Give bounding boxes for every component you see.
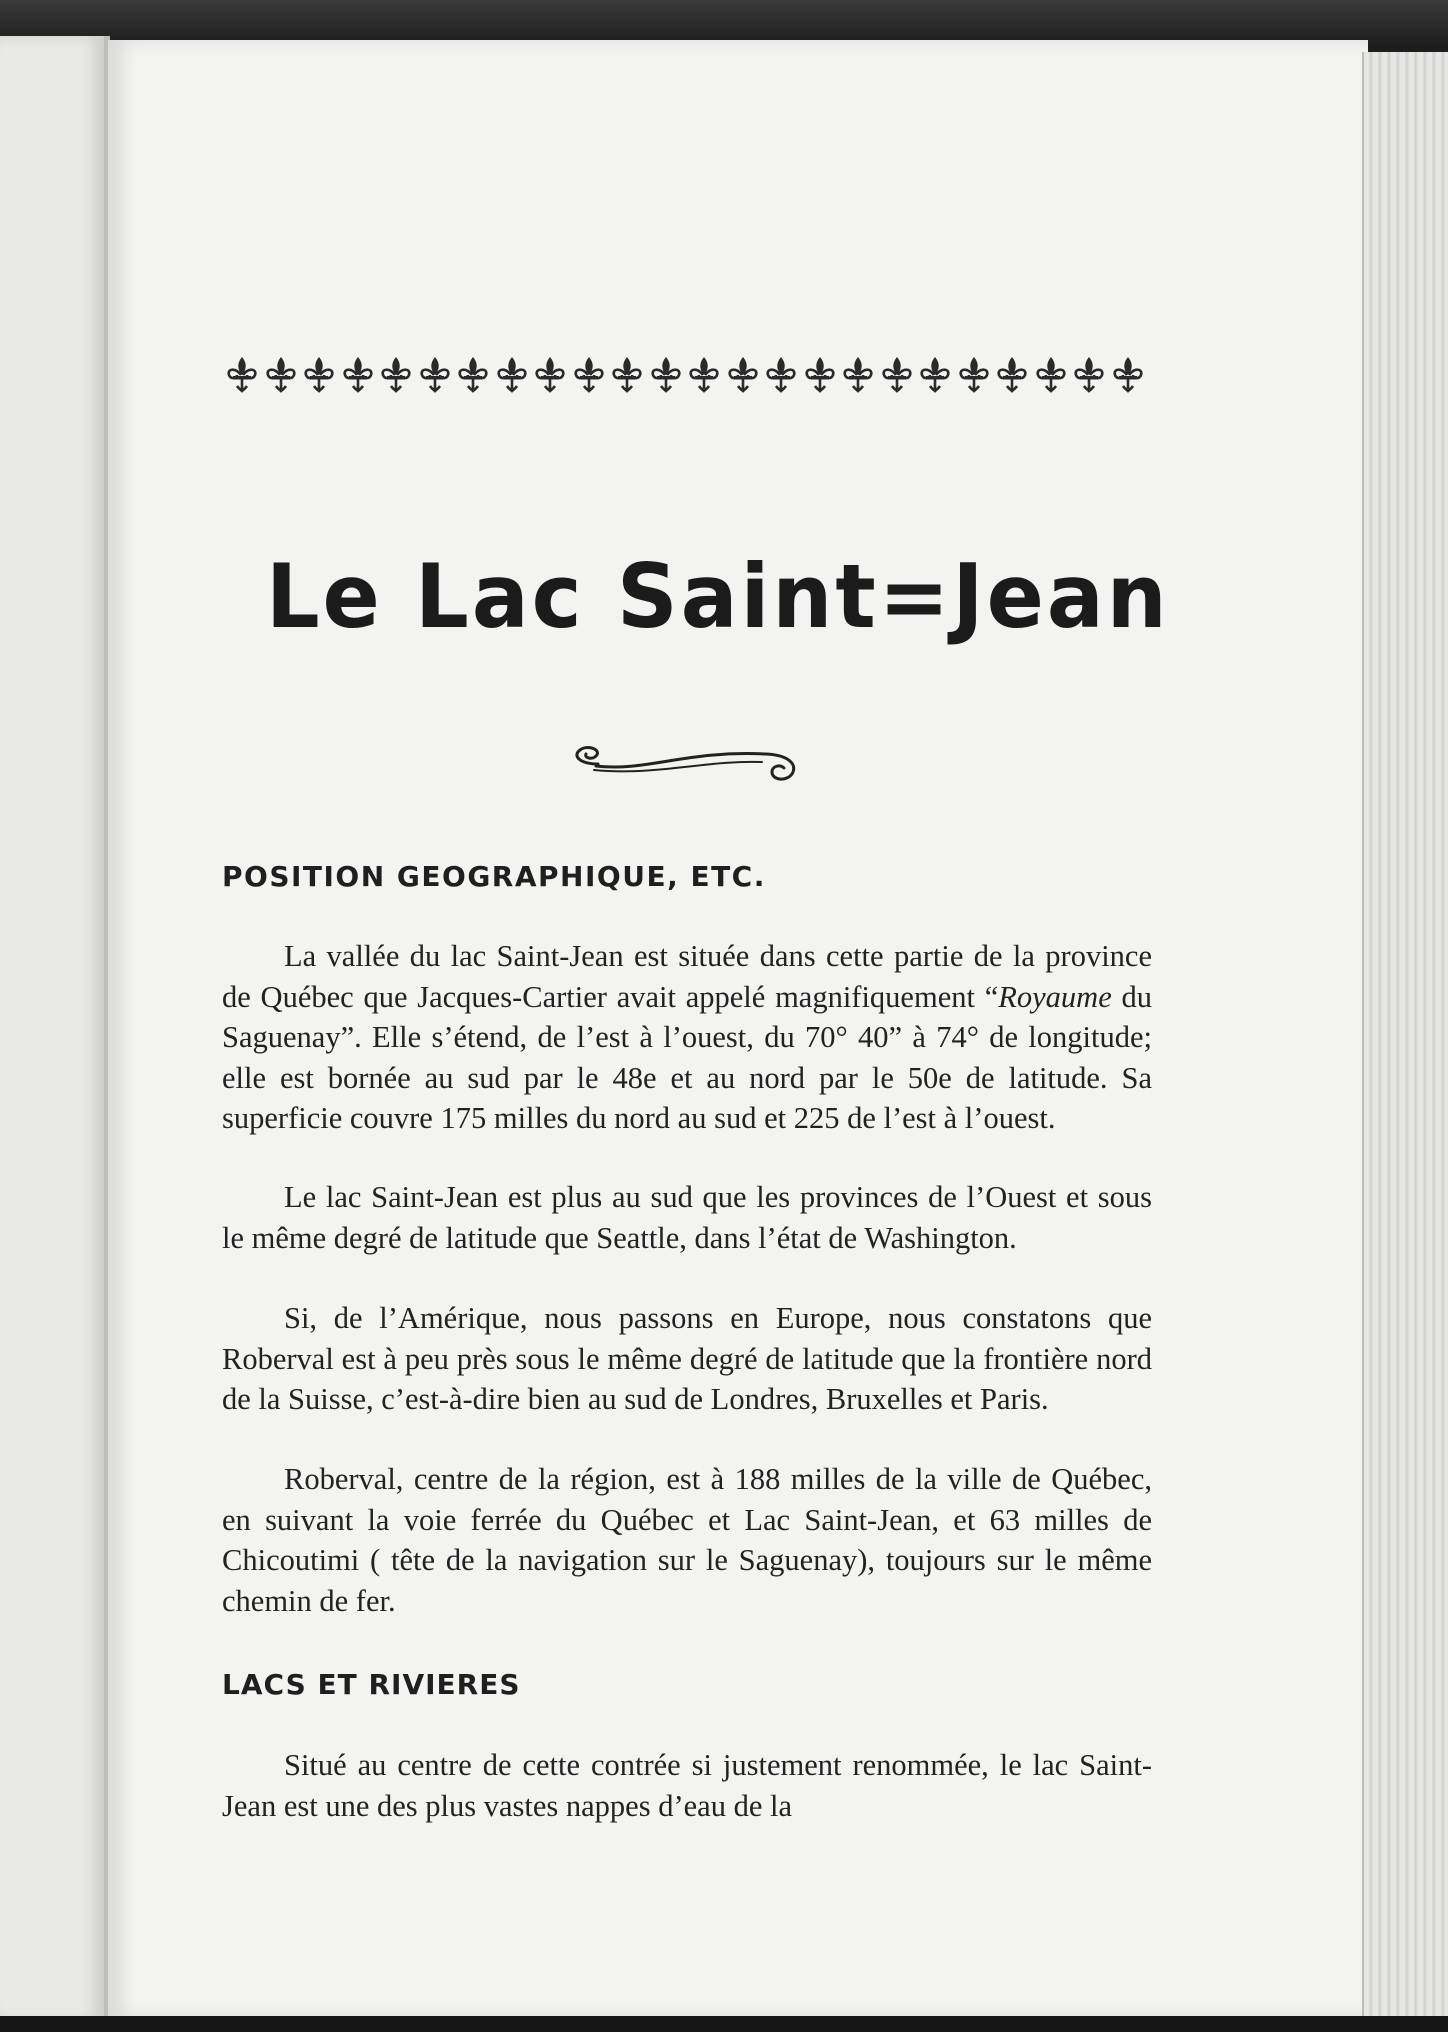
fleur-de-lis-icon <box>880 355 914 395</box>
fleur-de-lis-icon <box>841 355 875 395</box>
section-heading-position: POSITION GEOGRAPHIQUE, ETC. <box>222 860 766 893</box>
fleur-de-lis-icon <box>995 355 1029 395</box>
page-title-text: Le Lac Saint=Jean <box>266 545 1170 648</box>
scroll-swash-icon <box>566 742 806 784</box>
fleur-de-lis-icon <box>1072 355 1106 395</box>
fleur-de-lis-icon <box>341 355 375 395</box>
fleur-de-lis-icon <box>456 355 490 395</box>
fleur-de-lis-icon <box>1034 355 1068 395</box>
paragraph-lacs-1: Situé au centre de cette contrée si justement renommée, le lac Saint-Jean est une des plus vastes nappes d’eau de la <box>222 1748 1152 1823</box>
fleur-de-lis-icon <box>379 355 413 395</box>
page-stack-edges <box>1362 52 1448 2018</box>
paragraph-text: du Saguenay”. Elle s’étend, de l’est à l’ouest, du 70° 40” à 74° de longitude; elle est bornée au sud par le 48e et au nord par le 50e de latitude. Sa superficie couvre 175 milles du nord au sud et 225 de l’est à l’ouest. <box>222 979 1153 1135</box>
fleur-de-lis-icon <box>764 355 798 395</box>
fleur-de-lis-icon <box>264 355 298 395</box>
paragraph-italic-text: Royaume <box>998 979 1112 1014</box>
paragraph-position-1 <box>222 936 1152 1139</box>
fleur-de-lis-icon <box>495 355 529 395</box>
paragraph-position-3: Si, de l’Amérique, nous passons en Europe, nous constatons que Roberval est à peu près sous le même degré de latitude que la frontière nord de la Suisse, c’est-à-dire bien au sud de Londres, Bruxelles et Paris. <box>222 1301 1152 1416</box>
fleur-de-lis-icon <box>533 355 567 395</box>
fleur-de-lis-icon <box>803 355 837 395</box>
fleur-de-lis-icon <box>225 355 259 395</box>
fleur-de-lis-icon <box>918 355 952 395</box>
paragraph-position-4: Roberval, centre de la région, est à 188 milles de la ville de Québec, en suivant la voie ferrée du Québec et Lac Saint-Jean, et 63 milles de Chicoutimi ( tête de la navigation sur le Saguenay), toujours sur le même chemin de fer. <box>222 1462 1152 1618</box>
fleur-de-lis-icon <box>572 355 606 395</box>
fleur-de-lis-icon <box>302 355 336 395</box>
fleur-de-lis-icon <box>649 355 683 395</box>
section-heading-lacs: LACS ET RIVIERES <box>222 1668 521 1701</box>
fleur-de-lis-icon <box>687 355 721 395</box>
page-title <box>0 545 1448 648</box>
fleur-de-lis-icon <box>1111 355 1145 395</box>
paragraph-text: La vallée du lac Saint-Jean est située dans cette partie de la province de Québec que Jacques-Cartier avait appelé magnifiquement “ <box>222 939 1152 1014</box>
left-page-edge <box>0 36 110 2021</box>
fleur-de-lis-icon <box>418 355 452 395</box>
scan-background-bottom <box>0 2016 1448 2032</box>
fleur-de-lis-ornament-row <box>225 352 1145 398</box>
fleur-de-lis-icon <box>610 355 644 395</box>
paragraph-position-2: Le lac Saint-Jean est plus au sud que les provinces de l’Ouest et sous le même degré de latitude que Seattle, dans l’état de Washington. <box>222 1180 1152 1255</box>
fleur-de-lis-icon <box>957 355 991 395</box>
fleur-de-lis-icon <box>726 355 760 395</box>
